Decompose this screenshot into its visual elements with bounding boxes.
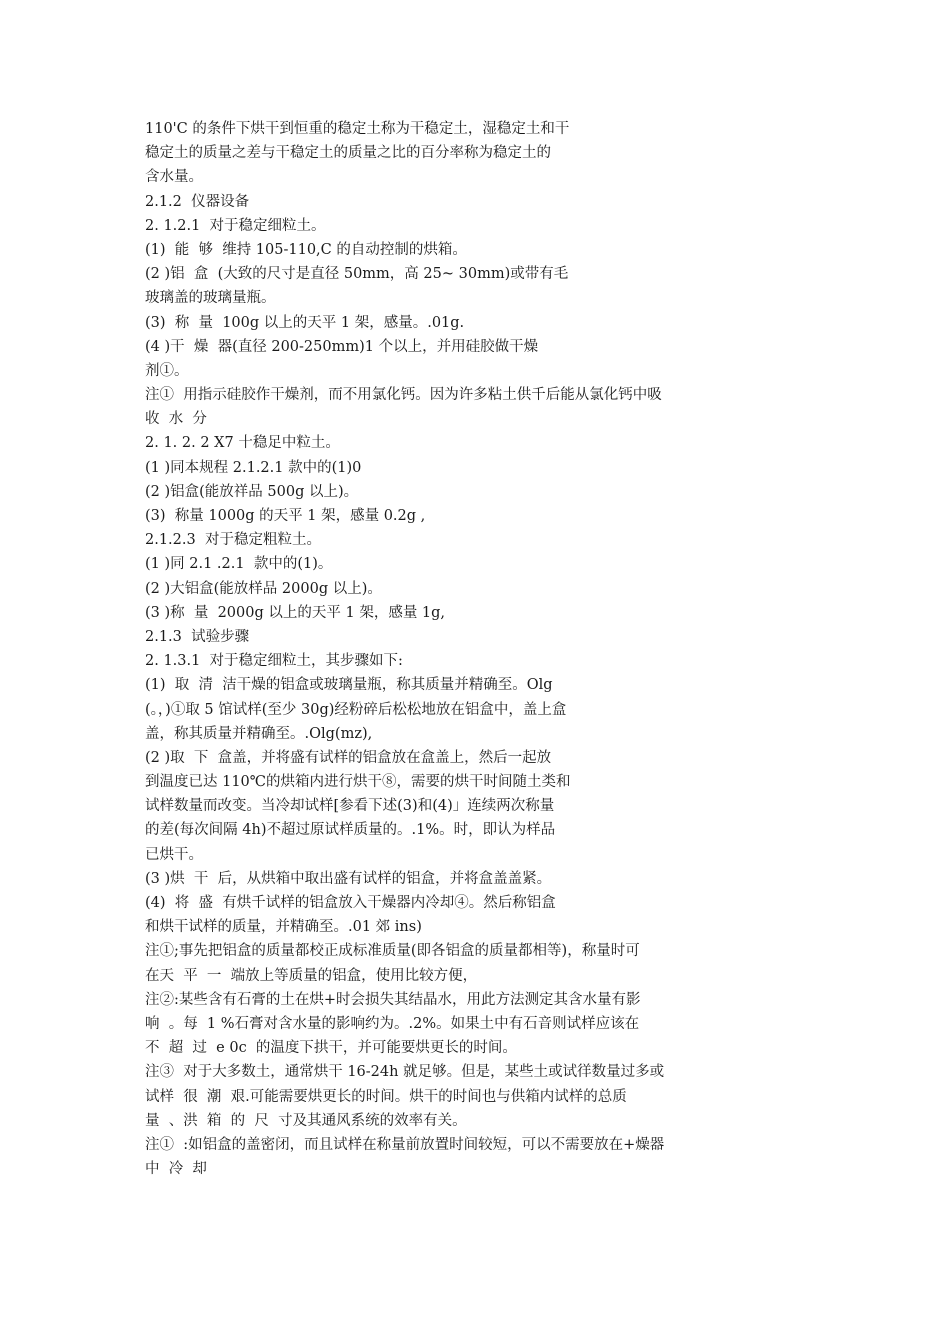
subsection-heading: 2. 1. 2. 2 X7 十稳足中粒土。 — [145, 435, 340, 452]
list-item: (2 )大铝盒(能放样品 2000g 以上)。 — [145, 580, 382, 597]
subsection-heading: 2.1.2.3 对于稳定粗粒土。 — [145, 532, 321, 549]
note-line: 不 超 过 e 0c 的温度下拱干，并可能要烘更长的时间。 — [145, 1040, 517, 1057]
text-line: 和烘干试样的质量，并精确至。.01 郊 ins) — [145, 919, 422, 936]
section-heading: 2.1.2 仪器设备 — [145, 193, 250, 210]
note-line: 注②:某些含有石膏的土在烘+时会损失其结晶水，用此方法测定其含水量有影 — [145, 991, 641, 1008]
note-line: 注① 用指示硅胶作干燥剂，而不用氯化钙。因为许多粘土供千后能从氯化钙中吸 — [145, 387, 662, 404]
list-item: (2 )铝盒(能放祥品 500g 以上)。 — [145, 483, 359, 500]
list-item: (1) 能 够 维持 105-110,C 的自动控制的烘箱。 — [145, 241, 467, 258]
text-line: 已烘干。 — [145, 846, 203, 863]
text-line: (。，)①取 5 馆试样(至少 30g)经粉碎后松松地放在铝盒中，盖上盒 — [145, 701, 567, 718]
note-line: 中 冷 却 — [145, 1161, 207, 1178]
list-item: (2 )取 下 盒盖，并将盛有试样的铝盒放在盒盖上，然后一起放 — [145, 749, 552, 766]
list-item: (3 )烘 干 后，从烘箱中取出盛有试样的铝盒，并将盒盖盖紧。 — [145, 870, 552, 887]
note-line: 注③ 对于大多数土，通常烘干 16-24h 就足够。但是，某些土或试徉数量过多或 — [145, 1064, 665, 1081]
text-line: 剂①。 — [145, 362, 189, 379]
section-heading: 2.1.3 试验步骤 — [145, 628, 250, 645]
note-line: 试样 很 潮 艰.可能需要烘更长的时间。烘干的时间也与供箱内试样的总质 — [145, 1088, 627, 1105]
document-body — [145, 117, 765, 1181]
text-line: 稳定土的质量之差与干稳定土的质量之比的百分率称为稳定土的 — [145, 145, 551, 162]
note-line: 响 。每 1 %石膏对含水量的影响约为。.2%。如果土中有石音则试样应该在 — [145, 1015, 640, 1032]
list-item: (4) 将 盛 有烘千试样的铝盒放入干燥器内冷却④。然后称铝盒 — [145, 895, 556, 911]
text-line: 试样数量而改变。当冷却试样[参看下述(3)和(4)」连续两次称量 — [145, 798, 555, 815]
text-line: 的差(每次间隔 4h)不超过原试样质量的。.1%。时，即认为样品 — [145, 822, 556, 839]
text-line: 玻璃盖的玻璃量瓶。 — [145, 290, 276, 307]
subsection-heading: 2. 1.3.1 对于稳定细粒土，其步骤如下: — [145, 653, 403, 670]
list-item: (1) 取 清 洁干燥的铝盒或玻璃量瓶，称其质量并精确至。Olg — [145, 677, 553, 694]
note-line: 注① :如铝盒的盖密闭，而且试样在称量前放置时间较短，可以不需要放在+燥器 — [145, 1136, 665, 1153]
text-line: 含水量。 — [145, 169, 203, 186]
subsection-heading: 2. 1.2.1 对于稳定细粒土。 — [145, 217, 326, 234]
list-item: (4 )干 燥 器(直径 200-250mm)1 个以上，并用硅胶做干燥 — [145, 338, 539, 355]
note-line: 注①;事先把铝盒的质量都校正成标准质量(即各铝盒的质量都相等)，称量时可 — [145, 943, 640, 960]
list-item: (3) 称 量 100g 以上的天平 1 架，感量。.01g. — [145, 314, 465, 331]
text-line: 110'C 的条件下烘干到恒重的稳定土称为干稳定土，湿稳定土和干 — [145, 121, 570, 137]
list-item: (2 )铝 盒 (大致的尺寸是直径 50mm，高 25~ 30mm)或带有毛 — [145, 266, 569, 283]
text-line: 到温度已达 110℃的烘箱内进行烘干⑧，需要的烘干时间随土类和 — [145, 774, 571, 791]
note-line: 收 水 分 — [145, 411, 207, 428]
note-line: 在天 平 一 端放上等质量的铝盒，使用比较方便， — [145, 967, 478, 984]
list-item: (1 )同本规程 2.1.2.1 款中的(1)0 — [145, 459, 362, 476]
list-item: (3 )称 量 2000g 以上的天平 1 架，感量 1g, — [145, 604, 446, 621]
list-item: (1 )同 2.1 .2.1 款中的(1)。 — [145, 556, 333, 573]
text-line: 盖，称其质量并精确至。.Olg(mz), — [145, 725, 373, 742]
list-item: (3) 称量 1000g 的天平 1 架，感量 0.2g , — [145, 508, 426, 524]
note-line: 量 、洪 箱 的 尺 寸及其通风系统的效率有关。 — [145, 1112, 467, 1129]
